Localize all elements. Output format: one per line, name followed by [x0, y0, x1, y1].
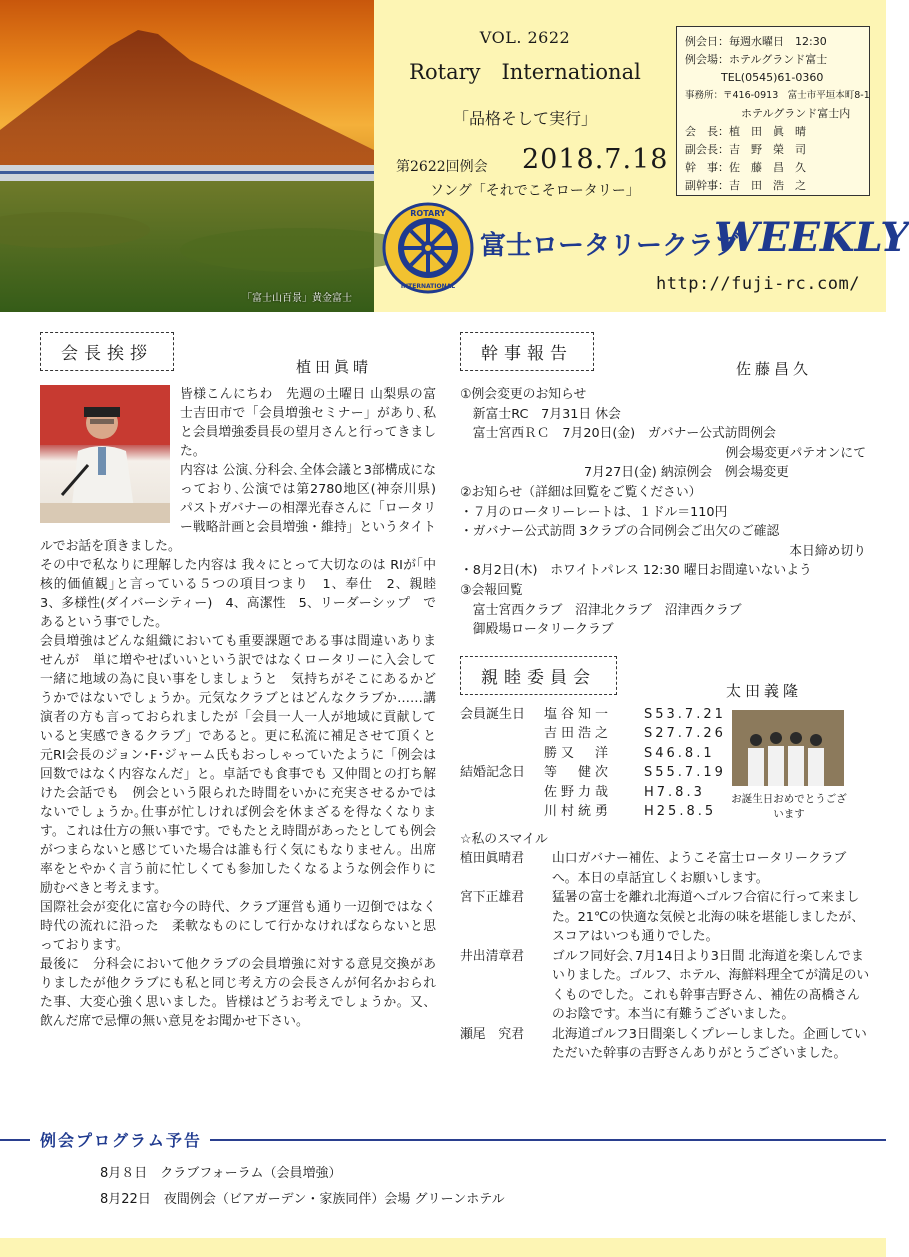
club-name: 富士ロータリークラブ	[480, 231, 741, 261]
row-type	[460, 802, 544, 822]
row-date: S27.7.26	[644, 726, 726, 742]
motto: 「品格そして実行」	[452, 109, 597, 128]
row-name: 塩谷知一	[544, 706, 613, 722]
report-line: 御殿場ロータリークラブ	[460, 622, 614, 638]
report-line: ・７月のロータリーレートは、１ドル＝110円	[460, 504, 728, 520]
smile-member: 植田眞晴君	[460, 851, 524, 867]
weekly-title: WEEKLY	[714, 214, 909, 261]
info-secretary: 幹 事：佐 藤 昌 久	[685, 161, 806, 174]
president-message-body	[40, 385, 449, 1031]
fellowship-author: 太田義隆	[726, 682, 803, 700]
row-type	[460, 724, 544, 744]
meeting-date: 2018.7.18	[522, 144, 669, 175]
info-vice-secretary: 副幹事：吉 田 浩 之	[685, 179, 806, 192]
organization-name: Rotary International	[409, 60, 641, 84]
smile-item	[460, 947, 870, 1025]
program-item: 8月８日 クラブフォーラム（会員増強）	[100, 1166, 342, 1181]
president-message-last: 最後に 分科会において他クラブの会員増強に対する意見交換がありましたが他クラブにも私と同じ考え方の会長さんが何名かおられた事、大変心強く思いました。皆様はどうお考えでしょうか。又、飲んだ席で忌憚の無い意見をお聞かせ下さい。	[40, 957, 436, 1029]
row-name: 川村統勇	[544, 804, 613, 820]
report-line: 例会場変更パテオンにて	[725, 445, 866, 461]
smile-section	[460, 830, 870, 1064]
report-line: ・ガバナー公式訪問 3クラブの合同例会ご出欠のご確認	[460, 524, 780, 540]
president-message-intro: 皆様こんにちわ 先週の土曜日 山梨県の富士吉田市で「会員増強セミナー」があり､私と会員増強委員長の望月さんと行ってきました。	[180, 387, 436, 459]
photo-caption: 「富士山百景」黄金富士	[242, 293, 352, 304]
smile-member: 井出清章君	[460, 948, 524, 964]
smile-heading: ☆私のスマイル	[460, 831, 548, 847]
row-date: S53.7.21	[644, 706, 726, 722]
report-line: 富士宮西ＲＣ 7月20日(金) ガバナー公式訪問例会	[460, 426, 776, 442]
speaker-illustration	[40, 385, 170, 523]
row-date: H7.8.3	[644, 784, 705, 800]
fellowship-heading: 親睦委員会	[460, 656, 617, 695]
report-line: 本日締め切り	[789, 543, 866, 559]
smile-message: 北海道ゴルフ3日間楽しくプレーしました。企画していただいた幹事の吉野さんありがとうございました。	[552, 1026, 867, 1062]
report-line: 新富士RC 7月31日 休会	[460, 406, 621, 422]
rotary-wheel-icon	[382, 202, 474, 294]
right-column	[460, 332, 870, 1064]
secretary-report-author: 佐藤昌久	[736, 360, 813, 378]
row-date: H25.8.5	[644, 804, 717, 820]
smile-member: 瀬尾 究君	[460, 1026, 524, 1042]
president-message-values: その中で私なりに理解した内容は 我々にとって大切なのは RIが｢中核的価値観｣と言っている５つの項目つまり 1、奉仕 2、親睦 3、多様性(ダイバーシティー) 4、高潔性 5、リーダーシップ であるという事でした。	[40, 558, 449, 630]
smile-item	[460, 849, 870, 888]
program-preview-heading-bar	[0, 1128, 886, 1150]
meeting-number: 第2622回例会	[396, 159, 488, 175]
program-preview-heading: 例会プログラム予告	[34, 1128, 208, 1151]
president-message-growth: 会員増強はどんな組織においても重要課題である事は間違いありませんが 単に増やせばいいという訳ではなくロータリーに入会して一緒に地域の為に良い事をしましょうと 気持ちがそこにあるかどうかではないでしょうか。元気なクラブとはどんなクラブか……講演者の方も言っておられましたが「会員一人一人が地域に貢献していると実感できるクラブ」であると。更に私流に補足させて頂くと 元RI会長のジョン･F･ジャーム氏もおっしゃっていたように「例会は回数ではなく内容なんだ」と。卓話でも食事でも 又仲間との打ち解けた会話でも 例会という限られた時間をいかに充実させるかではないでしょうか｡仕事が忙しければ例会を休まざるを得なくなります。これは仕方の無い事です。でもたとえ時間があったとしても例会がつまらないと感じていた場合は誰も行く気にもなりません。出席率をとやかく言う前に忙しくても参加したくなるような例会作りに励むべきと考えます。	[40, 634, 436, 896]
club-website-link[interactable]: http://fuji-rc.com/	[656, 274, 860, 294]
footer-band	[0, 1238, 886, 1257]
report-line: ・8月2日(木) ホワイトパレス 12:30 曜日お間違いないよう	[460, 563, 812, 579]
secretary-report-heading: 幹事報告	[460, 332, 594, 371]
smile-message: 猛暑の富士を離れ北海道へゴルフ合宿に行って来ました。21℃の快適な気候と北海の味を堪能しましたが、スコアはいつも通りでした。	[552, 890, 865, 945]
row-type	[460, 783, 544, 803]
row-name: 等 健次	[544, 765, 613, 781]
logo-text-top: ROTARY	[410, 209, 446, 218]
group-illustration	[732, 710, 844, 786]
president-message-content: 内容は 公演､分科会､全体会議と3部構成になっており､公演では第2780地区(神奈川県) パストガバナーの相澤光春さんに「ロータリー戦略計画と会員増強・維持」というタイトルでお話を頂きました。	[40, 463, 436, 554]
smile-item	[460, 888, 870, 947]
info-tel: TEL(0545)61-0360	[721, 71, 824, 84]
song-title: ソング「それでこそロータリー」	[430, 183, 640, 199]
club-info-box	[676, 26, 870, 196]
report-line: ③会報回覧	[460, 582, 523, 598]
row-type: 会員誕生日	[460, 706, 526, 722]
mount-fuji-illustration	[0, 0, 374, 312]
info-office: 事務所：〒416-0913 富士市平垣本町8-1	[685, 90, 870, 101]
president-message-heading: 会長挨拶	[40, 332, 174, 371]
info-president: 会 長：植 田 眞 晴	[685, 125, 806, 138]
masthead	[0, 0, 909, 312]
divider	[0, 1139, 30, 1141]
volume-number: VOL. 2622	[479, 28, 571, 47]
row-type	[460, 744, 544, 764]
president-message-society: 国際社会が変化に富む今の時代、クラブ運営も通り一辺倒ではなく時代の流れに沿った 柔軟なものにして行かなければならないと思っております。	[40, 900, 436, 953]
smile-message: 山口ガバナー補佐、ようこそ富士ロータリークラブへ。本日の卓話宜しくお願いします。	[552, 851, 847, 886]
president-speaking-photo	[40, 385, 170, 523]
smile-item	[460, 1025, 870, 1064]
row-date: S55.7.19	[644, 765, 726, 781]
info-office-2: ホテルグランド富士内	[741, 107, 851, 120]
info-meeting-day: 例会日：毎週水曜日 12:30	[685, 35, 827, 48]
birthday-group-photo	[732, 710, 844, 786]
report-line: ①例会変更のお知らせ	[460, 387, 587, 402]
smile-message: ゴルフ同好会､7月14日より3日間 北海道を楽しんでまいりました。ゴルフ、ホテル、海鮮料理全てが満足のいくものでした。これも幹事吉野さん、補佐の髙橋さんのお陰です。本当に有難うございました。	[552, 948, 870, 1023]
birthday-photo-caption: お誕生日おめでとうございます	[731, 793, 847, 820]
row-date: S46.8.1	[644, 745, 715, 761]
cover-photo-golden-fuji	[0, 0, 374, 312]
report-line: ②お知らせ（詳細は回覧をご覧ください）	[460, 484, 702, 500]
program-item: 8月22日 夜間例会（ビアガーデン・家族同伴）会場 グリーンホテル	[100, 1192, 505, 1207]
row-type: 結婚記念日	[460, 765, 526, 781]
smile-member: 宮下正雄君	[460, 890, 524, 906]
president-message-column	[40, 332, 449, 1031]
report-line: 7月27日(金) 納涼例会 例会場変更	[584, 465, 789, 481]
info-venue: 例会場：ホテルグランド富士	[685, 53, 828, 66]
divider	[210, 1139, 886, 1141]
row-name: 佐野力哉	[544, 784, 613, 800]
president-message-author: 植田眞晴	[296, 358, 373, 376]
row-name: 吉田浩之	[544, 726, 613, 742]
report-line: 富士宮西クラブ 沼津北クラブ 沼津西クラブ	[460, 602, 742, 618]
logo-text-bottom: INTERNATIONAL	[400, 283, 456, 290]
info-vice-president: 副会長：吉 野 榮 司	[685, 143, 806, 156]
secretary-report-body	[460, 385, 870, 640]
row-name: 勝又 洋	[544, 745, 613, 761]
